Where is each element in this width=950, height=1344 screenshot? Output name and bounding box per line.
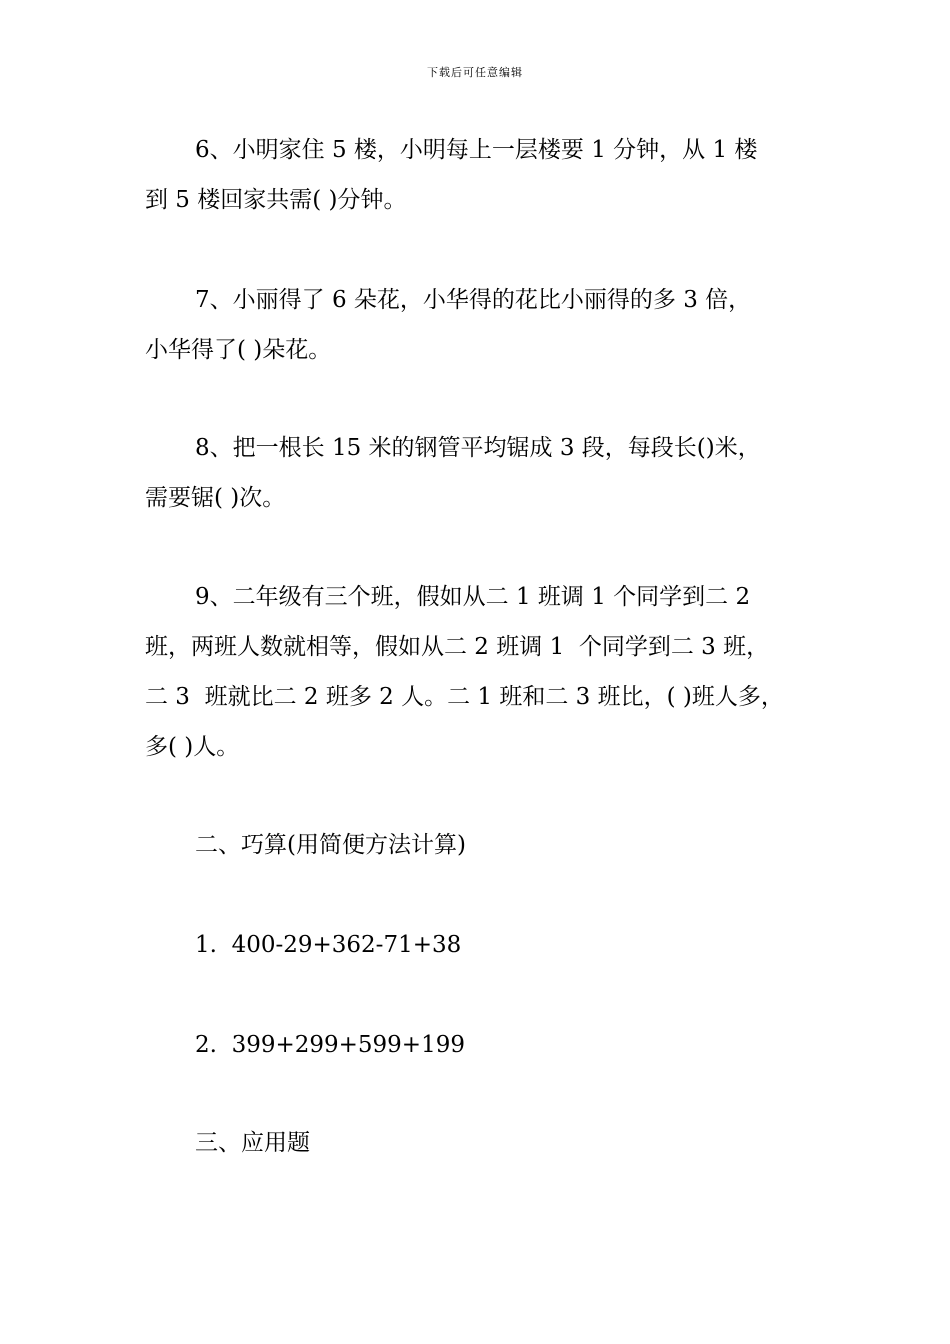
question-line: 7、小丽得了 6 朵花，小华得的花比小丽得的多 3 倍， <box>195 287 752 313</box>
section-title: 三、应用题 <box>195 1130 310 1156</box>
question-line: 到 5 楼回家共需( )分钟。 <box>145 187 407 213</box>
calc-expression: 2. 399+299+599+199 <box>195 1032 465 1058</box>
section-3-title <box>145 1118 825 1168</box>
question-line: 二 3 班就比二 2 班多 2 人。二 1 班和二 3 班比，( )班人多， <box>145 684 784 710</box>
question-line: 小华得了( )朵花。 <box>145 337 332 363</box>
question-8 <box>145 423 825 523</box>
calc-item-2 <box>145 1020 825 1070</box>
section-2-title <box>145 820 825 870</box>
section-title: 二、巧算(用简便方法计算) <box>195 832 466 858</box>
question-line: 8、把一根长 15 米的钢管平均锯成 3 段，每段长()米， <box>195 435 761 461</box>
question-line: 需要锯( )次。 <box>145 485 286 511</box>
question-line: 多( )人。 <box>145 734 240 760</box>
question-7 <box>145 275 825 375</box>
page-header-note: 下载后可任意编辑 <box>427 66 523 79</box>
question-line: 6、小明家住 5 楼，小明每上一层楼要 1 分钟，从 1 楼 <box>195 137 758 163</box>
question-9 <box>145 572 825 772</box>
question-line: 班，两班人数就相等，假如从二 2 班调 1 个同学到二 3 班， <box>145 634 770 660</box>
question-6 <box>145 125 825 225</box>
calc-expression: 1. 400-29+362-71+38 <box>195 932 462 958</box>
calc-item-1 <box>145 920 825 970</box>
question-line: 9、二年级有三个班，假如从二 1 班调 1 个同学到二 2 <box>195 584 751 610</box>
